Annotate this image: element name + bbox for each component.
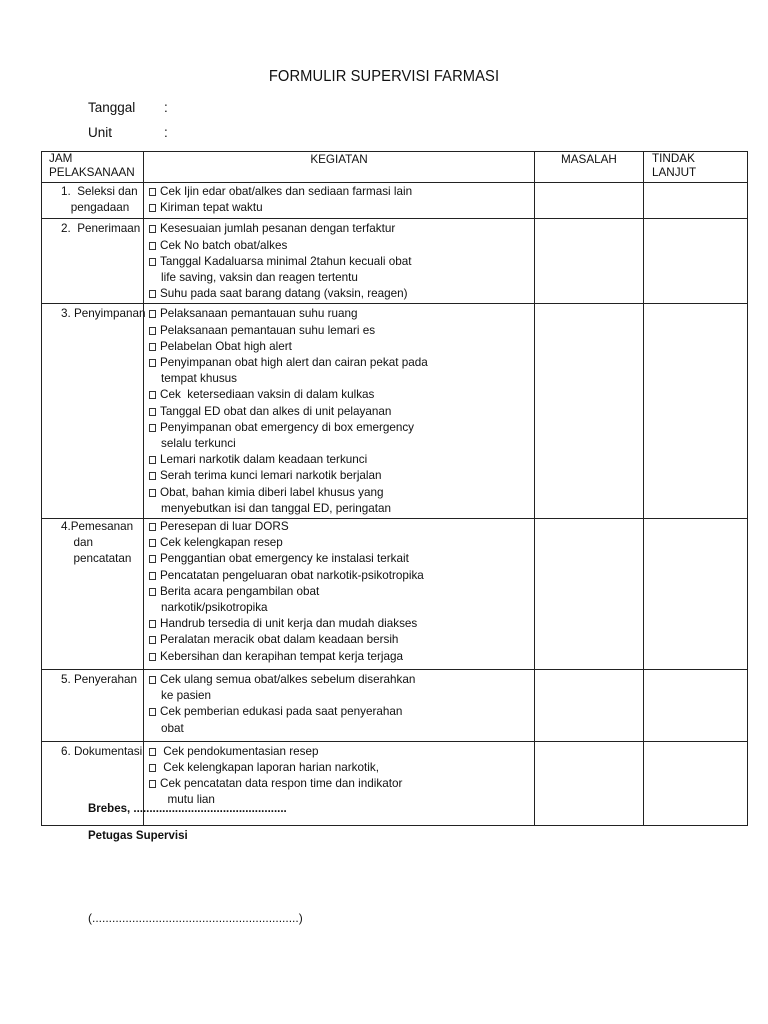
checkbox-icon[interactable]	[149, 343, 156, 351]
checklist-item	[149, 306, 534, 322]
table-row	[42, 183, 748, 219]
field-label: Tanggal	[88, 100, 136, 115]
checkbox-icon[interactable]	[149, 258, 156, 266]
checkbox-icon[interactable]	[149, 653, 156, 661]
checklist-text: Penyimpanan obat high alert dan cairan pekat pada	[160, 356, 428, 370]
checkbox-icon[interactable]	[149, 188, 156, 196]
checklist-item	[149, 551, 534, 567]
masalah-cell[interactable]	[535, 183, 644, 219]
field-label: Unit	[88, 125, 113, 140]
tindak-lanjut-cell[interactable]	[644, 519, 748, 670]
checklist-item	[149, 323, 534, 339]
activity-label: 2. Penerimaan	[61, 222, 141, 236]
tindak-lanjut-cell[interactable]	[644, 219, 748, 304]
checklist-item	[149, 184, 534, 200]
header-jam-pelaksanaan	[42, 152, 144, 183]
checklist-item-continuation	[149, 688, 534, 704]
checklist-text: Cek Ijin edar obat/alkes dan sediaan farmasi lain	[160, 185, 413, 198]
checklist-text: Cek ulang semua obat/alkes sebelum diserahkan	[160, 672, 416, 686]
checkbox-icon[interactable]	[149, 620, 156, 628]
checklist-item	[149, 519, 534, 535]
footer-place-date: Brebes, ................................................	[88, 803, 287, 815]
checklist-item	[149, 776, 534, 792]
supervision-table	[41, 151, 748, 826]
checklist-item	[149, 468, 534, 484]
checklist-text: tempat khusus	[161, 372, 238, 386]
checkbox-icon[interactable]	[149, 676, 156, 684]
activity-label: dan	[67, 536, 93, 550]
checklist-text: Serah terima kunci lemari narkotik berjalan	[160, 469, 382, 483]
checklist-item	[149, 535, 534, 551]
checklist-text: Tanggal Kadaluarsa minimal 2tahun kecuali obat	[160, 254, 412, 268]
header-line: MASALAH	[561, 153, 617, 166]
kegiatan-cell	[144, 183, 535, 219]
table-row	[42, 669, 748, 741]
activity-label: 6. Dokumentasi	[61, 744, 143, 758]
checklist-text: menyebutkan isi dan tanggal ED, peringatan	[161, 501, 392, 515]
signature-line: (..............................................................)	[88, 911, 303, 925]
checklist-item	[149, 704, 534, 720]
checklist-text: selalu terkunci	[161, 437, 236, 451]
checkbox-icon[interactable]	[149, 636, 156, 644]
checklist-item	[149, 616, 534, 632]
checklist-item	[149, 286, 534, 302]
checklist-text: life saving, vaksin dan reagen tertentu	[161, 271, 358, 285]
activity-cell	[42, 519, 144, 670]
kegiatan-cell	[144, 219, 535, 304]
checklist-item	[149, 221, 534, 237]
checkbox-icon[interactable]	[149, 572, 156, 580]
checklist-text: Penggantian obat emergency ke instalasi terkait	[160, 552, 409, 566]
checkbox-icon[interactable]	[149, 290, 156, 298]
table-row	[42, 304, 748, 519]
checkbox-icon[interactable]	[149, 242, 156, 250]
checklist-item	[149, 485, 534, 501]
tindak-lanjut-cell[interactable]	[644, 304, 748, 519]
checkbox-icon[interactable]	[149, 764, 156, 772]
checklist-text: Cek ketersediaan vaksin di dalam kulkas	[160, 388, 375, 402]
checklist-item	[149, 254, 534, 270]
checklist-item-continuation	[149, 371, 534, 387]
checklist-text: Pelaksanaan pemantauan suhu ruang	[160, 307, 358, 321]
checklist-item	[149, 200, 534, 216]
tindak-lanjut-cell[interactable]	[644, 183, 748, 219]
checkbox-icon[interactable]	[149, 780, 156, 788]
checklist-text: Peralatan meracik obat dalam keadaan bersih	[160, 633, 399, 647]
checklist-text: Handrub tersedia di unit kerja dan mudah diakses	[160, 617, 418, 631]
masalah-cell[interactable]	[535, 741, 644, 825]
checkbox-icon[interactable]	[149, 310, 156, 318]
checkbox-icon[interactable]	[149, 489, 156, 497]
page-title: FORMULIR SUPERVISI FARMASI	[268, 68, 500, 85]
checklist-item	[149, 387, 534, 403]
table-row	[42, 519, 748, 670]
activity-label: pencatatan	[67, 552, 132, 566]
checkbox-icon[interactable]	[149, 424, 156, 432]
checklist-text: Cek pendokumentasian resep	[160, 744, 319, 758]
checklist-text: Kesesuaian jumlah pesanan dengan terfaktur	[160, 222, 396, 236]
footer-officer-label: Petugas Supervisi	[88, 830, 188, 842]
checklist-text: Peresepan di luar DORS	[160, 520, 289, 534]
checklist-item	[149, 420, 534, 436]
checklist-item	[149, 584, 534, 600]
kegiatan-cell	[144, 669, 535, 741]
checkbox-icon[interactable]	[149, 708, 156, 716]
checklist-item	[149, 404, 534, 420]
checklist-item	[149, 649, 534, 665]
checklist-text: Kebersihan dan kerapihan tempat kerja terjaga	[160, 649, 403, 663]
checkbox-icon[interactable]	[149, 359, 156, 367]
checkbox-icon[interactable]	[149, 408, 156, 416]
activity-label: 1. Seleksi dan	[61, 185, 138, 198]
header-line: JAM	[49, 152, 73, 165]
checklist-item-continuation	[149, 501, 534, 517]
checklist-item-continuation	[149, 600, 534, 616]
checklist-text: Suhu pada saat barang datang (vaksin, reagen)	[160, 287, 408, 301]
checklist-text: Pelabelan Obat high alert	[160, 339, 292, 353]
checklist-text: ke pasien	[161, 689, 212, 703]
masalah-cell[interactable]	[535, 669, 644, 741]
checkbox-icon[interactable]	[149, 225, 156, 233]
checklist-item	[149, 672, 534, 688]
activity-cell	[42, 304, 144, 519]
tindak-lanjut-cell[interactable]	[644, 669, 748, 741]
header-line: KEGIATAN	[310, 153, 368, 166]
checklist-text: Cek kelengkapan laporan harian narkotik,	[160, 760, 379, 774]
activity-cell	[42, 669, 144, 741]
checklist-item	[149, 355, 534, 371]
checklist-item	[149, 760, 534, 776]
kegiatan-cell	[144, 304, 535, 519]
masalah-cell[interactable]	[535, 519, 644, 670]
activity-cell	[42, 183, 144, 219]
checkbox-icon[interactable]	[149, 748, 156, 756]
checklist-text: Tanggal ED obat dan alkes di unit pelayanan	[160, 404, 392, 418]
table-row	[42, 219, 748, 304]
checkbox-icon[interactable]	[149, 456, 156, 464]
tindak-lanjut-cell[interactable]	[644, 741, 748, 825]
checklist-text: Pencatatan pengeluaran obat narkotik-psikotropika	[160, 568, 424, 582]
table-header-row	[42, 152, 748, 183]
checklist-item	[149, 568, 534, 584]
checklist-item-continuation	[149, 436, 534, 452]
checklist-item-continuation	[149, 270, 534, 286]
header-line: TINDAK	[652, 152, 695, 165]
field-colon: :	[164, 125, 168, 140]
activity-label: 5. Penyerahan	[61, 672, 138, 686]
checklist-text: Kiriman tepat waktu	[160, 201, 263, 215]
activity-cell	[42, 219, 144, 304]
masalah-cell[interactable]	[535, 219, 644, 304]
checklist-text: narkotik/psikotropika	[161, 601, 268, 615]
checklist-item	[149, 452, 534, 468]
header-line: LANJUT	[652, 166, 697, 179]
activity-label: 3. Penyimpanan	[61, 307, 146, 321]
checklist-item	[149, 238, 534, 254]
checkbox-icon[interactable]	[149, 327, 156, 335]
checkbox-icon[interactable]	[149, 523, 156, 531]
checklist-item	[149, 632, 534, 648]
checklist-text: Penyimpanan obat emergency di box emergency	[160, 420, 415, 434]
checkbox-icon[interactable]	[149, 472, 156, 480]
activity-label: pengadaan	[61, 201, 130, 215]
kegiatan-cell	[144, 519, 535, 670]
checklist-item-continuation	[149, 721, 534, 737]
checklist-text: mutu lian	[161, 793, 215, 807]
checkbox-icon[interactable]	[149, 391, 156, 399]
checklist-text: Pelaksanaan pemantauan suhu lemari es	[160, 323, 376, 337]
checklist-item	[149, 744, 534, 760]
header-masalah	[535, 152, 644, 183]
field-colon: :	[164, 100, 168, 115]
checklist-text: Cek kelengkapan resep	[160, 536, 283, 550]
checkbox-icon[interactable]	[149, 204, 156, 212]
checklist-item	[149, 339, 534, 355]
checkbox-icon[interactable]	[149, 539, 156, 547]
checklist-text: Cek pencatatan data respon time dan indikator	[160, 777, 403, 791]
header-kegiatan	[144, 152, 535, 183]
masalah-cell[interactable]	[535, 304, 644, 519]
header-tindak-lanjut	[644, 152, 748, 183]
activity-label: 4.Pemesanan	[61, 520, 134, 534]
checklist-text: Lemari narkotik dalam keadaan terkunci	[160, 453, 368, 467]
checklist-text: Cek No batch obat/alkes	[160, 238, 288, 252]
checklist-text: Cek pemberian edukasi pada saat penyerahan	[160, 705, 403, 719]
checkbox-icon[interactable]	[149, 555, 156, 563]
checklist-text: Berita acara pengambilan obat	[160, 584, 320, 598]
checklist-text: obat	[161, 721, 184, 735]
header-line: PELAKSANAAN	[49, 166, 135, 179]
checklist-text: Obat, bahan kimia diberi label khusus yang	[160, 485, 384, 499]
checkbox-icon[interactable]	[149, 588, 156, 596]
